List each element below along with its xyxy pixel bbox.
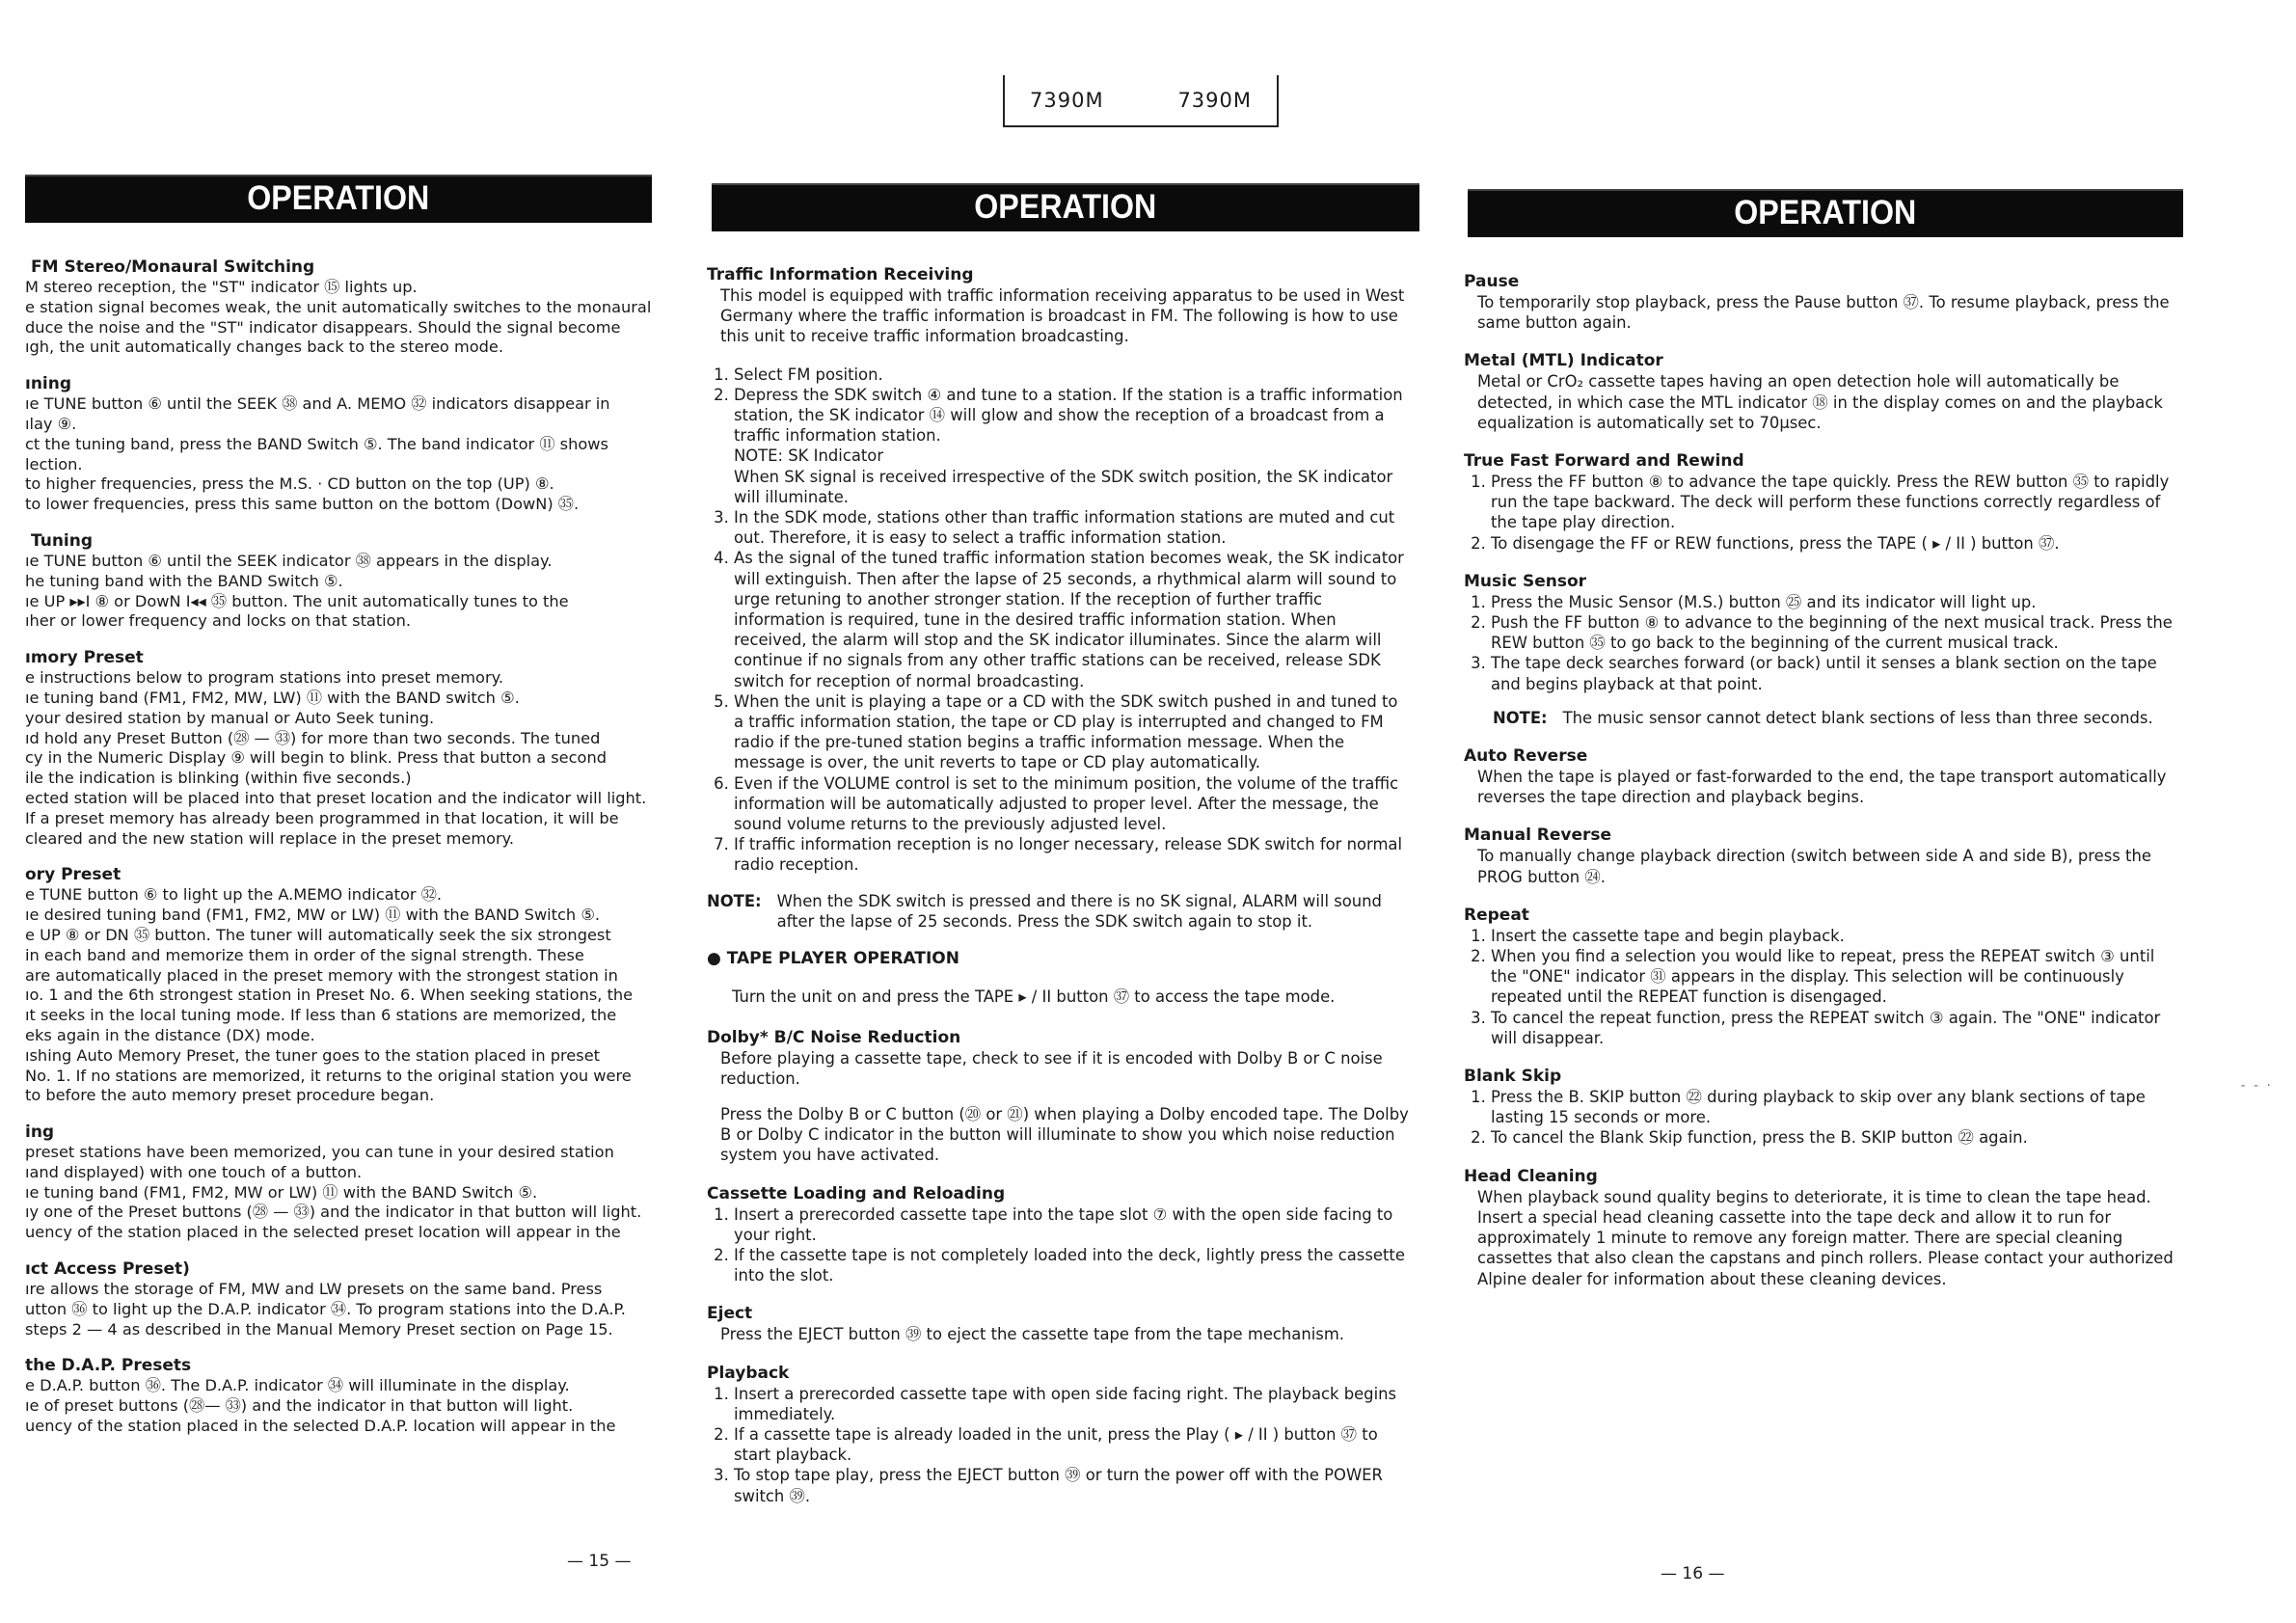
text-line: e station signal becomes weak, the unit automatically switches to the monaural xyxy=(25,297,652,316)
blank-skip-section xyxy=(1464,1066,2177,1149)
text-line: M stereo reception, the "ST" indicator ⑮ lights up. xyxy=(25,278,418,296)
dolby-text-1: Before playing a cassette tape, check to see if it is encoded with Dolby B or C noise reduction. xyxy=(720,1048,1383,1088)
text-line: in each band and memorize them in order of the signal strength. These xyxy=(25,945,584,964)
repeat-section xyxy=(1464,905,2177,1048)
traffic-steps xyxy=(707,365,1411,876)
list-item: 2. If the cassette tape is not completely loaded into the deck, lightly press the cassette into the slot. xyxy=(734,1245,1411,1285)
text-line: ıd hold any Preset Button (㉘ — ㉝) for more than two seconds. The tuned xyxy=(25,728,601,747)
list-item: 1. Select FM position. xyxy=(734,365,1411,385)
sk-sub-note-text: When SK signal is received irrespective of the SDK switch position, the SK indicator will illuminate. xyxy=(734,467,1393,506)
list-item: 7. If traffic information reception is no longer necessary, release SDK switch for normal radio reception. xyxy=(734,834,1411,875)
music-sensor-title: Music Sensor xyxy=(1464,571,1587,591)
ff-section xyxy=(1464,450,2177,554)
manual-reverse-title: Manual Reverse xyxy=(1464,825,1612,846)
list-item: 2. Depress the SDK switch ④ and tune to a station. If the station is a traffic information station, the SK indicator ⑭ will glow and show the reception of a broadcast from a traffic information station. NOTE: SK Indicator When SK signal is received irrespective of the SDK switch position, the SK indicator will illuminate. xyxy=(734,385,1411,507)
list-item: 6. Even if the VOLUME control is set to the minimum position, the volume of the traffic information will be automatically adjusted to proper level. After the message, the sound volume returns to the previously adjusted level. xyxy=(734,773,1411,835)
list-item: 1. Insert the cassette tape and begin playback. xyxy=(1491,926,2177,946)
list-item: 1. Press the Music Sensor (M.S.) button ㉕ and its indicator will light up. xyxy=(1491,592,2177,612)
left-section xyxy=(25,530,662,632)
text-line: ıgh, the unit automatically changes back to the stereo mode. xyxy=(25,338,504,357)
music-sensor-note: NOTE: The music sensor cannot detect blank sections of less than three seconds. xyxy=(1493,708,2153,727)
metal-text: Metal or CrO₂ cassette tapes having an open detection hole will automatically be detected, in which case the MTL indicator ⑱ in the display comes on and the playback equalization is automatically set to 70µsec. xyxy=(1477,372,2163,432)
list-item: 2. To disengage the FF or REW functions, press the TAPE ( ▸ / II ) button ㊲. xyxy=(1491,533,2177,554)
dolby-title: Dolby* B/C Noise Reduction xyxy=(707,1027,961,1047)
left-section xyxy=(25,647,662,849)
left-section xyxy=(25,1122,662,1243)
eject-text: Press the EJECT button ㊴ to eject the cassette tape from the tape mechanism. xyxy=(720,1325,1345,1344)
eject-title: Eject xyxy=(707,1304,753,1324)
sk-sub-note: NOTE: SK Indicator xyxy=(734,446,884,466)
left-section-title: ıning xyxy=(25,374,72,394)
head-cleaning-text: When playback sound quality begins to deteriorate, it is time to clean the tape head. Insert a special head cleaning cassette into the tape deck and allow it to run for approximately 1 minute to remove any foreign matter. There are special cleaning cassettes that also clean the capstans and pinch rollers. Please contact your authorized Alpine dealer for information about these cleaning devices. xyxy=(1477,1187,2174,1288)
blank-skip-title: Blank Skip xyxy=(1464,1067,1562,1087)
auto-reverse-text: When the tape is played or fast-forwarded to the end, the tape transport automatically reverses the tape direction and playback begins. xyxy=(1477,768,2167,807)
left-section xyxy=(25,1258,662,1339)
text-line: ıand displayed) with one touch of a button. xyxy=(25,1162,363,1181)
text-line: ıe of preset buttons (㉘— ㉝) and the indicator in that button will light. xyxy=(25,1396,574,1416)
list-item: 3. To cancel the repeat function, press the REPEAT switch ③ again. The "ONE" indicator will disappear. xyxy=(1491,1008,2177,1048)
list-item: 4. As the signal of the tuned traffic information station becomes weak, the SK indicator will extinguish. Then after the lapse of 25 seconds, a rhythmical alarm will sound to urge retuning to another stronger station. If the reception of further traffic information is required, tune in the desired traffic information station. When received, the alarm will stop and the SK indicator illuminates. Since the alarm will continue if no signals from any other traffic stations can be received, release SDK switch for reception of normal broadcasting. xyxy=(734,548,1411,690)
left-section-title: ing xyxy=(25,1123,55,1143)
manual-reverse-text: To manually change playback direction (switch between side A and side B), press the PROG button ㉔. xyxy=(1477,847,2151,886)
text-line: preset stations have been memorized, you can tune in your desired station xyxy=(25,1143,614,1162)
text-line: uency of the station placed in the selected preset location will appear in the xyxy=(25,1223,621,1242)
eject-section xyxy=(707,1303,1411,1344)
text-line: ct the tuning band, press the BAND Switch ⑤. The band indicator ⑪ shows xyxy=(25,434,608,453)
list-item: 2. Push the FF button ⑧ to advance to the beginning of the next musical track. Press the REW button ㉟ to go back to the beginning of the current musical track. xyxy=(1491,612,2177,653)
text-line: ıe tuning band (FM1, FM2, MW, LW) ⑪ with the BAND switch ⑤. xyxy=(25,688,520,707)
traffic-note: NOTE: When the SDK switch is pressed and there is no SK signal, ALARM will sound after the lapse of 25 seconds. Press the SDK switch again to stop it. xyxy=(707,891,1382,931)
list-item: 3. The tape deck searches forward (or back) until it senses a blank section on the tape and begins playback at that point. xyxy=(1491,653,2177,693)
list-item: 2. When you find a selection you would like to repeat, press the REPEAT switch ③ until the "ONE" indicator ㉛ appears in the display. This selection will be continuously repeated until the REPEAT function is disengaged. xyxy=(1491,946,2177,1008)
left-section-title: ory Preset xyxy=(25,865,122,885)
text-line: ected station will be placed into that preset location and the indicator will light. xyxy=(25,788,647,807)
page-number-15: — 15 — xyxy=(567,1552,632,1571)
text-line: uency of the station placed in the selected D.A.P. location will appear in the xyxy=(25,1417,616,1436)
text-line: duce the noise and the "ST" indicator disappears. Should the signal become xyxy=(25,317,621,337)
list-item: 1. Insert a prerecorded cassette tape with open side facing right. The playback begins immediately. xyxy=(734,1384,1411,1424)
dolby-text-2: Press the Dolby B or C button (⑳ or ㉑) when playing a Dolby encoded tape. The Dolby B or Dolby C indicator in the button will illuminate to show you which noise reduction system you have activated. xyxy=(720,1104,1409,1165)
text-line: lection. xyxy=(25,454,83,473)
ff-title: True Fast Forward and Rewind xyxy=(1464,451,1744,472)
tape-player-title: ● TAPE PLAYER OPERATION xyxy=(707,949,959,969)
list-item: 1. Insert a prerecorded cassette tape into the tape slot ⑦ with the open side facing to your right. xyxy=(734,1204,1411,1245)
traffic-section xyxy=(707,264,1411,932)
text-line: cleared and the new station will replace in the preset memory. xyxy=(25,828,515,848)
cassette-title: Cassette Loading and Reloading xyxy=(707,1183,1006,1204)
text-line: If a preset memory has already been programmed in that location, it will be xyxy=(25,808,619,827)
model-number-box xyxy=(1003,75,1279,127)
list-item: 1. Press the B. SKIP button ㉒ during playback to skip over any blank sections of tape lasting 15 seconds or more. xyxy=(1491,1087,2177,1127)
text-line: ıe TUNE button ⑥ until the SEEK ㊳ and A. MEMO ㉜ indicators disappear in xyxy=(25,394,610,414)
text-line: ıe tuning band (FM1, FM2, MW or LW) ⑪ with the BAND Switch ⑤. xyxy=(25,1182,538,1202)
text-line: e UP ⑧ or DN ㉟ button. The tuner will automatically seek the six strongest xyxy=(25,925,611,944)
text-line: ıe desired tuning band (FM1, FM2, MW or LW) ⑪ with the BAND Switch ⑤. xyxy=(25,906,600,925)
left-section-title: ımory Preset xyxy=(25,648,144,668)
text-line: eks again in the distance (DX) mode. xyxy=(25,1025,315,1044)
text-line: ıt seeks in the local tuning mode. If less than 6 stations are memorized, the xyxy=(25,1006,617,1025)
text-line: steps 2 — 4 as described in the Manual Memory Preset section on Page 15. xyxy=(25,1319,613,1339)
left-section xyxy=(25,373,662,515)
text-line: to before the auto memory preset procedure began. xyxy=(25,1086,435,1105)
pause-text: To temporarily stop playback, press the Pause button ㊲. To resume playback, press the same button again. xyxy=(1477,293,2170,333)
metal-title: Metal (MTL) Indicator xyxy=(1464,351,1663,371)
operation-banner-middle: OPERATION xyxy=(712,183,1419,231)
text-line: your desired station by manual or Auto Seek tuning. xyxy=(25,708,435,727)
dolby-section xyxy=(707,1027,1411,1166)
list-item: 3. To stop tape play, press the EJECT button ㊴ or turn the power off with the POWER switch ㊴. xyxy=(734,1465,1411,1505)
playback-title: Playback xyxy=(707,1363,790,1383)
left-section-title: Tuning xyxy=(31,530,94,551)
list-item: 2. To cancel the Blank Skip function, press the B. SKIP button ㉒ again. xyxy=(1491,1127,2177,1148)
text-line: ile the indication is blinking (within five seconds.) xyxy=(25,769,412,788)
repeat-title: Repeat xyxy=(1464,905,1529,925)
music-sensor-section xyxy=(1464,571,2177,728)
text-line: No. 1. If no stations are memorized, it returns to the original station you were xyxy=(25,1066,632,1085)
text-line: e instructions below to program stations into preset memory. xyxy=(25,668,504,688)
model-number-right: 7390M xyxy=(1177,89,1252,112)
scan-mark-decoration: - - · xyxy=(2240,1078,2273,1094)
left-section-title: ıct Access Preset) xyxy=(25,1259,190,1280)
traffic-intro: This model is equipped with traffic information receiving apparatus to be used in West Germany where the traffic information is broadcast in FM. The following is how to use this unit to receive traffic information broadcasting. xyxy=(720,286,1405,346)
text-line: ıe UP ▸▸I ⑧ or DowN I◂◂ ㉟ button. The unit automatically tunes to the xyxy=(25,591,569,610)
tape-intro: Turn the unit on and press the TAPE ▸ / II button ㊲ to access the tape mode. xyxy=(732,987,1336,1007)
text-line: e TUNE button ⑥ to light up the A.MEMO indicator ㉜. xyxy=(25,885,443,905)
list-item: 3. In the SDK mode, stations other than traffic information stations are muted and cut out. Therefore, it is easy to select a traffic information station. xyxy=(734,507,1411,548)
text-line: he tuning band with the BAND Switch ⑤. xyxy=(25,571,343,590)
left-section-title: the D.A.P. Presets xyxy=(25,1356,192,1376)
list-item: 1. Press the FF button ⑧ to advance the tape quickly. Press the REW button ㉟ to rapidly run the tape backward. The deck will perform these functions correctly regardless of the tape play direction. xyxy=(1491,472,2177,533)
text-line: e D.A.P. button ㊱. The D.A.P. indicator ㉞ will illuminate in the display. xyxy=(25,1376,570,1395)
pause-title: Pause xyxy=(1464,272,1520,291)
left-section xyxy=(25,257,662,358)
manual-reverse-section xyxy=(1464,825,2177,886)
auto-reverse-section xyxy=(1464,745,2177,807)
middle-column xyxy=(707,264,1411,1524)
page-number-16: — 16 — xyxy=(1661,1564,1725,1583)
text-line: ıe TUNE button ⑥ until the SEEK indicator ㊳ appears in the display. xyxy=(25,551,553,570)
text-line: are automatically placed in the preset memory with the strongest station in xyxy=(25,965,618,985)
auto-reverse-title: Auto Reverse xyxy=(1464,746,1588,767)
left-section-title: FM Stereo/Monaural Switching xyxy=(31,257,315,277)
pause-section xyxy=(1464,271,2177,333)
text-line: to higher frequencies, press the M.S. · CD button on the top (UP) ⑧. xyxy=(25,474,554,494)
model-number-left: 7390M xyxy=(1030,89,1104,112)
left-section xyxy=(25,1355,662,1436)
left-column xyxy=(25,257,662,1452)
cassette-section xyxy=(707,1183,1411,1286)
operation-banner-left: OPERATION xyxy=(25,175,652,223)
list-item: 5. When the unit is playing a tape or a CD with the SDK switch pushed in and tuned to a traffic information station, the tape or CD play is interrupted and changed to FM radio if the pre-tuned station begins a traffic information message. When the message is over, the unit reverts to tape or CD play automatically. xyxy=(734,691,1411,773)
text-line: utton ㊱ to light up the D.A.P. indicator ㉞. To program stations into the D.A.P. xyxy=(25,1299,626,1318)
text-line: ıher or lower frequency and locks on that station. xyxy=(25,611,411,631)
list-item: 2. If a cassette tape is already loaded in the unit, press the Play ( ▸ / II ) button ㊲ to start playback. xyxy=(734,1424,1411,1465)
text-line: cy in the Numeric Display ⑨ will begin to blink. Press that button a second xyxy=(25,748,607,768)
right-column xyxy=(1464,271,2177,1307)
text-line: ıo. 1 and the 6th strongest station in Preset No. 6. When seeking stations, the xyxy=(25,986,634,1005)
text-line: ıy one of the Preset buttons (㉘ — ㉝) and the indicator in that button will light. xyxy=(25,1203,642,1222)
playback-section xyxy=(707,1363,1411,1506)
left-section xyxy=(25,864,662,1106)
operation-banner-right: OPERATION xyxy=(1468,189,2183,237)
text-line: ılay ⑨. xyxy=(25,414,77,433)
traffic-title: Traffic Information Receiving xyxy=(707,265,974,284)
metal-section xyxy=(1464,350,2177,433)
head-cleaning-title: Head Cleaning xyxy=(1464,1166,1598,1186)
text-line: to lower frequencies, press this same button on the bottom (DowN) ㉟. xyxy=(25,495,580,514)
head-cleaning-section xyxy=(1464,1166,2177,1289)
text-line: ıre allows the storage of FM, MW and LW presets on the same band. Press xyxy=(25,1280,603,1299)
text-line: ıshing Auto Memory Preset, the tuner goes to the station placed in preset xyxy=(25,1045,601,1065)
